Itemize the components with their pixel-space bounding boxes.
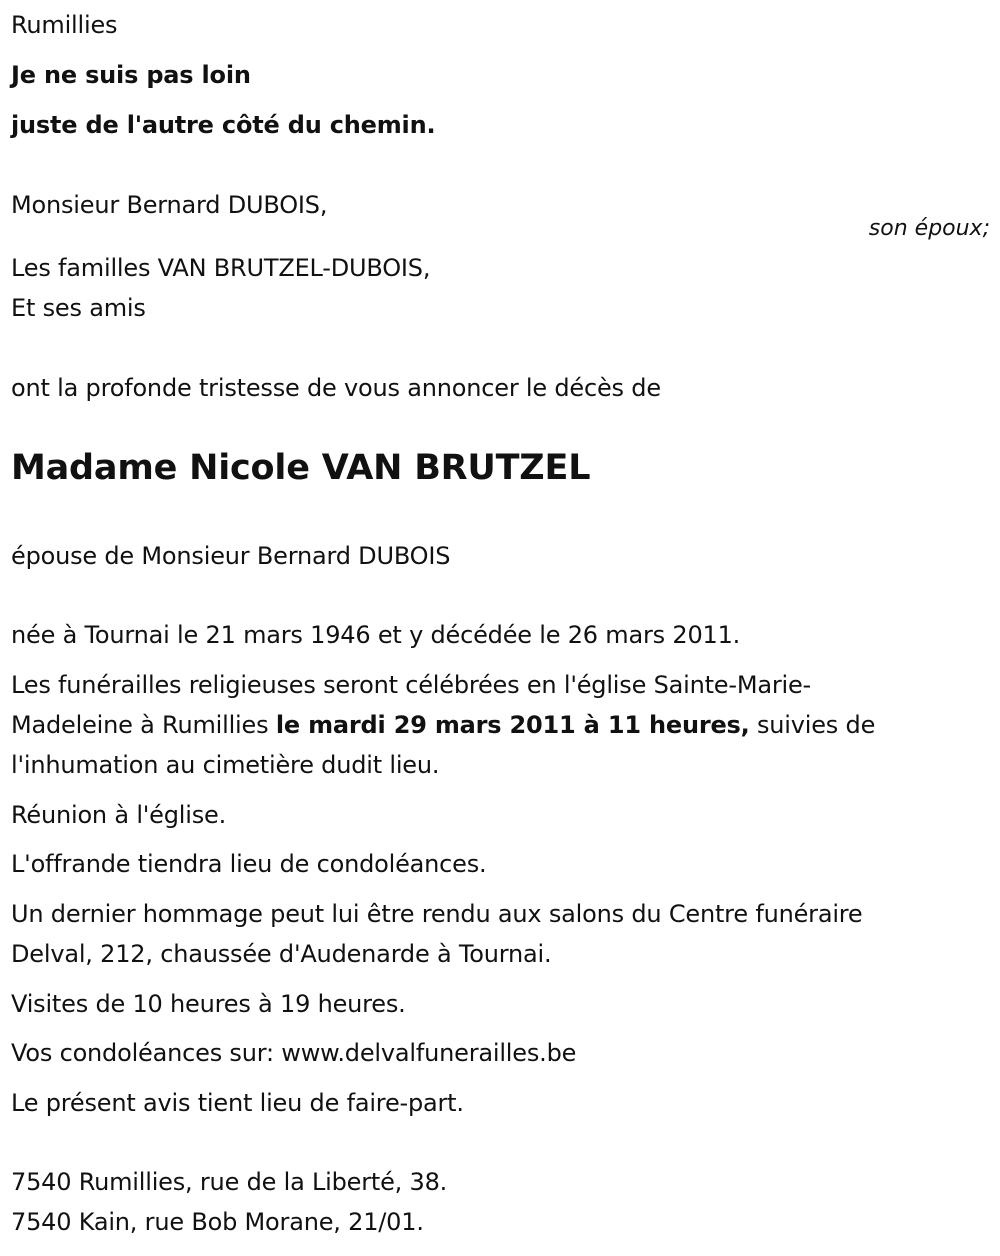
funeral-line-3: l'inhumation au cimetière dudit lieu. [11,751,440,779]
condolences-link[interactable]: Vos condoléances sur: www.delvalfunerailles.be [11,1039,577,1067]
families: Les familles VAN BRUTZEL-DUBOIS, [11,254,431,282]
quote-line-2: juste de l'autre côté du chemin. [11,111,436,139]
spouse-name: Monsieur Bernard DUBOIS, [11,191,328,219]
quote-line-1: Je ne suis pas loin [11,61,251,89]
visits: Visites de 10 heures à 19 heures. [11,990,406,1018]
announcement: ont la profonde tristesse de vous annoncer le décès de [11,374,661,402]
notice: Le présent avis tient lieu de faire-part. [11,1089,464,1117]
spouse-of: épouse de Monsieur Bernard DUBOIS [11,542,451,570]
meeting: Réunion à l'église. [11,801,227,829]
spouse-role: son époux; [868,216,990,241]
deceased-name: Madame Nicole VAN BRUTZEL [11,448,591,488]
friends: Et ses amis [11,294,146,322]
funeral-line-1: Les funérailles religieuses seront célébrées en l'église Sainte-Marie- [11,671,811,699]
funeral-line-2-pre: Madeleine à Rumillies [11,711,276,739]
address-1: 7540 Rumillies, rue de la Liberté, 38. [11,1168,448,1196]
offering: L'offrande tiendra lieu de condoléances. [11,850,487,878]
funeral-date: le mardi 29 mars 2011 à 11 heures, [275,711,750,739]
funeral-line-2-post: suivies de [749,711,876,739]
tribute-line-1: Un dernier hommage peut lui être rendu aux salons du Centre funéraire [11,900,863,928]
funeral-line-2 [11,705,875,745]
tribute-line-2: Delval, 212, chaussée d'Audenarde à Tournai. [11,940,552,968]
address-2: 7540 Kain, rue Bob Morane, 21/01. [11,1208,424,1236]
place: Rumillies [11,11,118,39]
birth-death: née à Tournai le 21 mars 1946 et y décédée le 26 mars 2011. [11,621,741,649]
